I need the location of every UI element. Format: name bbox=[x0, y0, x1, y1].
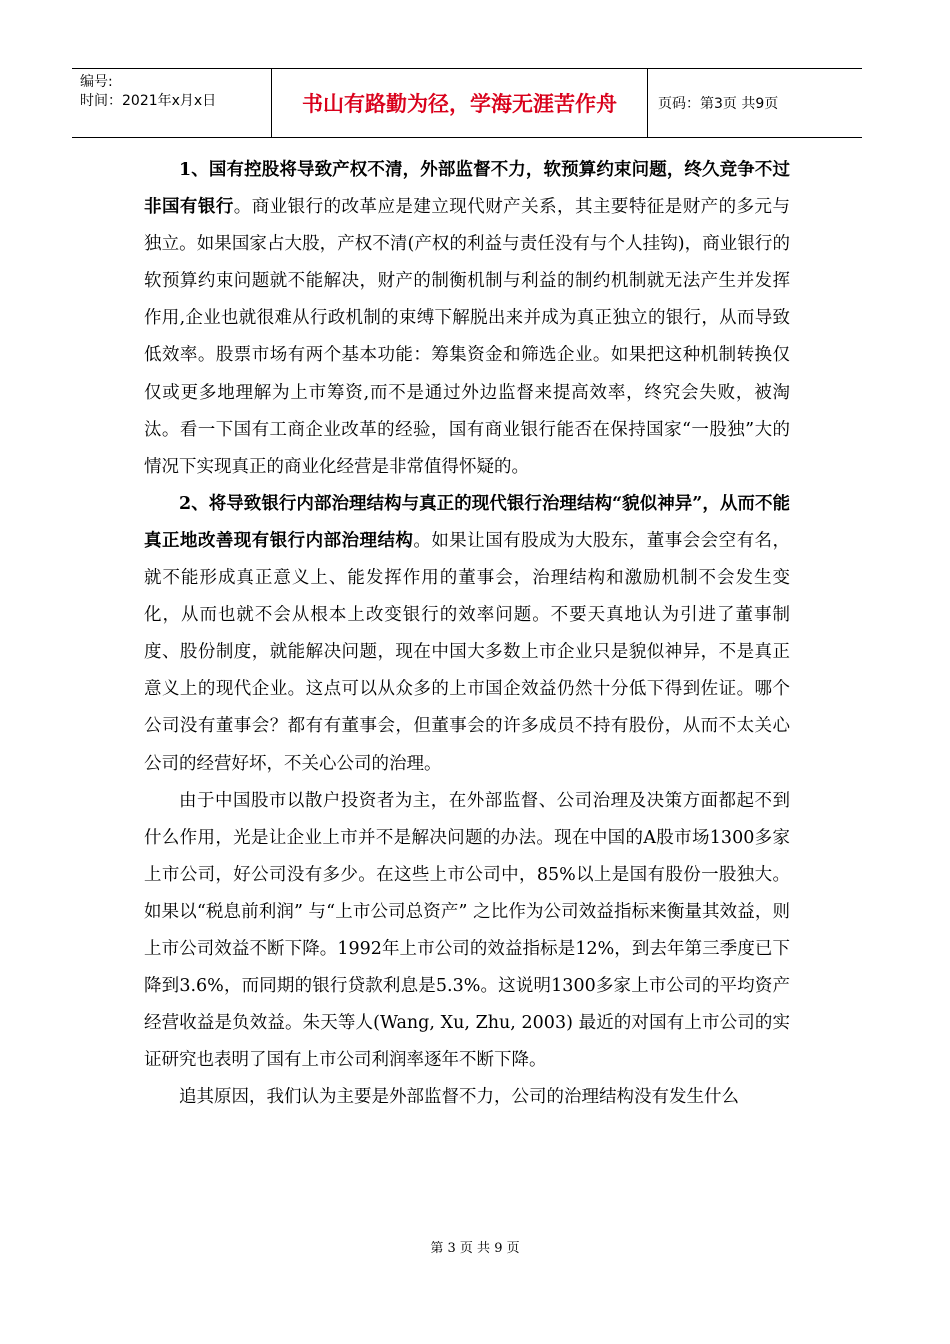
page-header bbox=[72, 68, 862, 138]
header-page-info: 页码：第3页 共9页 bbox=[658, 96, 779, 112]
serial-label: 编号: bbox=[80, 74, 113, 90]
document-body bbox=[144, 152, 790, 1116]
paragraph-2 bbox=[144, 486, 790, 783]
paragraph-4 bbox=[144, 1079, 790, 1116]
paragraph-2-text: 。如果让国有股成为大股东，董事会会空有名，就不能形成真正意义上、能发挥作用的董事会，治理结构和激励机制不会发生变化，从而也就不会从根本上改变银行的效率问题。不要天真地认为引进了董事制度、股份制度，就能解决问题，现在中国大多数上市企业只是貌似神异，不是真正意义上的现代企业。这点可以从众多的上市国企效益仍然十分低下得到佐证。哪个公司没有董事会？都有有董事会，但董事会的许多成员不持有股份，从而不太关心公司的经营好坏，不关心公司的治理。 bbox=[144, 530, 791, 774]
time-label: 时间：2021年x月x日 bbox=[80, 93, 217, 109]
paragraph-2-heading: 2、将导致银行内部治理结构与真正的现代银行治理结构“貌似神异”，从而不能真正地改善现有银行内部治理结构 bbox=[144, 493, 790, 551]
header-meta bbox=[72, 69, 272, 137]
paragraph-3 bbox=[144, 783, 790, 1080]
paragraph-1-heading: 1、国有控股将导致产权不清，外部监督不力，软预算约束问题，终久竞争不过非国有银行 bbox=[144, 160, 790, 218]
page-footer: 第 3 页 共 9 页 bbox=[430, 1241, 520, 1256]
paragraph-4-text: 追其原因，我们认为主要是外部监督不力，公司的治理结构没有发生什么 bbox=[179, 1087, 739, 1108]
paragraph-3-text: 由于中国股市以散户投资者为主，在外部监督、公司治理及决策方面都起不到什么作用，光是让企业上市并不是解决问题的办法。现在中国的A股市场1300多家上市公司，好公司没有多少。在这些上市公司中，85%以上是国有股份一股独大。如果以“税息前利润” 与“上市公司总资产” 之比作为公司效益指标来衡量其效益，则上市公司效益不断下降。1992年上市公司的效益指标是12%，到去年第三季度已下降到3.6%，而同期的银行贷款利息是5.3%。这说明1300多家上市公司的平均资产经营收益是负效益。朱天等人(Wang, Xu, Zhu, 2003) 最近的对国有上市公司的实证研究也表明了国有上市公司利润率逐年不断下降。 bbox=[144, 790, 790, 1071]
paragraph-1 bbox=[144, 152, 790, 486]
paragraph-1-text: 。商业银行的改革应是建立现代财产关系，其主要特征是财产的多元与独立。如果国家占大股，产权不清(产权的利益与责任没有与个人挂钩)，商业银行的软预算约束问题就不能解决，财产的制衡机制与利益的制约机制就无法产生并发挥作用,企业也就很难从行政机制的束缚下解脱出来并成为真正独立的银行，从而导致低效率。股票市场有两个基本功能：筹集资金和筛选企业。如果把这种机制转换仅仅或更多地理解为上市筹资,而不是通过外边监督来提高效率，终究会失败，被淘汰。看一下国有工商企业改革的经验，国有商业银行能否在保持国家“一股独”大的情况下实现真正的商业化经营是非常值得怀疑的。 bbox=[144, 197, 791, 477]
header-motto: 书山有路勤为径，学海无涯苦作舟 bbox=[272, 69, 648, 137]
